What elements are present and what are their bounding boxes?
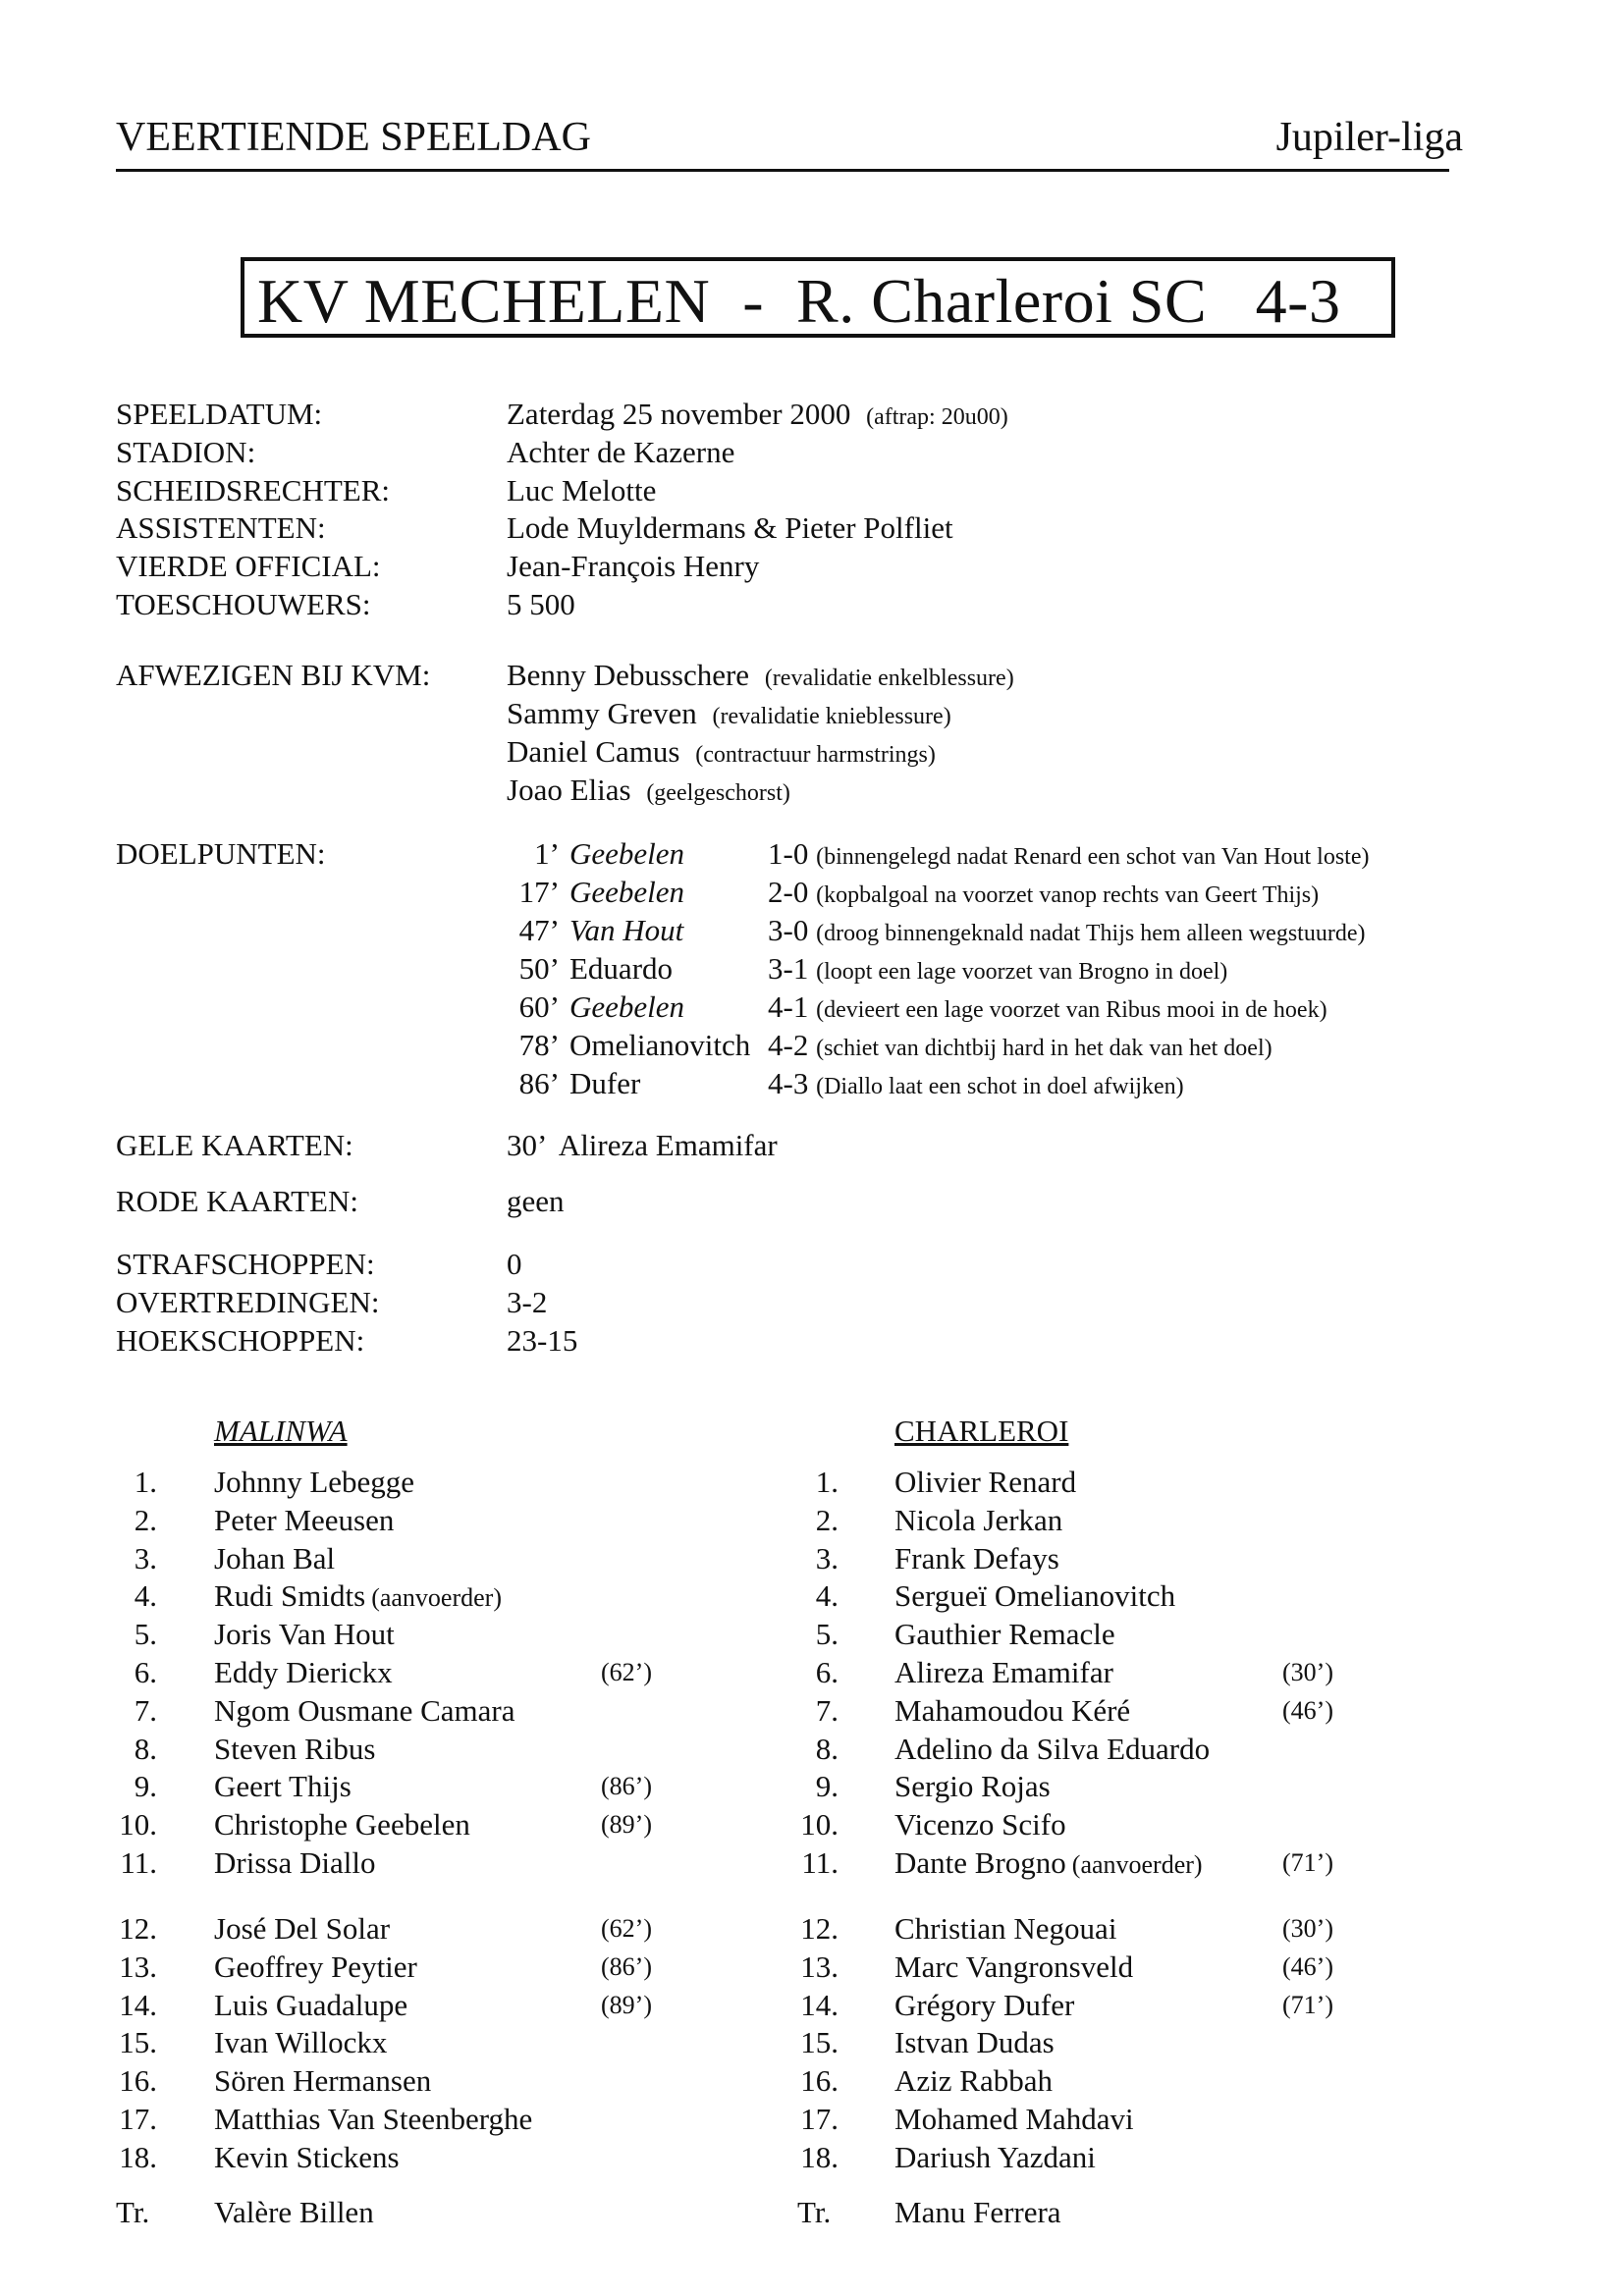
player-number: 12. [800, 1911, 839, 1946]
player-name: Ivan Willockx [214, 2025, 388, 2059]
player-row [894, 1465, 1082, 1500]
absent-name: Sammy Greven [507, 696, 697, 730]
player-number: 4. [815, 1578, 839, 1613]
player-row [894, 1949, 1139, 1985]
player-number: 16. [119, 2063, 157, 2098]
player-number: 9. [134, 1769, 157, 1803]
away-coach-label: Tr. [797, 2195, 832, 2229]
player-row [214, 1693, 520, 1729]
player-name: Vicenzo Scifo [894, 1807, 1066, 1842]
player-name: Nicola Jerkan [894, 1503, 1063, 1537]
player-number: 3. [134, 1541, 157, 1575]
player-name: Matthias Van Steenberghe [214, 2102, 533, 2136]
player-number: 10. [800, 1807, 839, 1842]
player-substitution-minute: (30’) [1282, 1914, 1333, 1943]
player-row [214, 2140, 406, 2175]
player-number: 17. [119, 2102, 157, 2136]
absent-name: Joao Elias [507, 773, 631, 807]
player-captain-note: (aanvoerder) [1071, 1850, 1203, 1879]
player-number: 13. [119, 1949, 157, 1984]
player-row [214, 2025, 393, 2060]
corners-label: HOEKSCHOPPEN: [116, 1323, 365, 1358]
fouls-value: 3-2 [507, 1285, 548, 1319]
player-number: 10. [119, 1807, 157, 1842]
player-row [214, 1541, 341, 1576]
player-number: 13. [800, 1949, 839, 1984]
player-row [214, 1655, 399, 1690]
goal-scorer: Omelianovitch [569, 1028, 751, 1062]
goal-note: (Diallo laat een schot in doel afwijken) [816, 1074, 1184, 1099]
player-row [214, 2102, 538, 2137]
player-row [894, 1617, 1121, 1652]
player-number: 1. [815, 1465, 839, 1499]
absent-name: Daniel Camus [507, 734, 680, 769]
goal-minute: 47’ [518, 913, 560, 947]
scheids-value: Luc Melotte [507, 473, 657, 507]
goal-score-value: 4-1 [768, 989, 809, 1024]
goal-minute: 50’ [518, 951, 560, 986]
player-name: Alireza Emamifar [894, 1655, 1113, 1689]
player-number: 4. [134, 1578, 157, 1613]
vierde-label: VIERDE OFFICIAL: [116, 549, 381, 583]
player-name: Johan Bal [214, 1541, 336, 1575]
goal-minute: 78’ [518, 1028, 560, 1062]
yellow-cards-label: GELE KAARTEN: [116, 1128, 353, 1162]
player-name: Olivier Renard [894, 1465, 1077, 1499]
player-name: Frank Defays [894, 1541, 1059, 1575]
player-name: Rudi Smidts [214, 1578, 366, 1613]
absent-item [507, 696, 951, 731]
player-name: Mahamoudou Kéré [894, 1693, 1131, 1728]
goal-score [768, 951, 1227, 987]
player-name: José Del Solar [214, 1911, 391, 1946]
toesch-value: 5 500 [507, 587, 575, 621]
player-number: 18. [119, 2140, 157, 2174]
player-number: 6. [134, 1655, 157, 1689]
player-number: 17. [800, 2102, 839, 2136]
vierde-value: Jean-François Henry [507, 549, 760, 583]
scheids-label: SCHEIDSRECHTER: [116, 473, 391, 507]
goal-scorer: Geebelen [569, 875, 685, 909]
player-number: 11. [120, 1845, 157, 1880]
player-number: 6. [815, 1655, 839, 1689]
player-number: 2. [134, 1503, 157, 1537]
player-substitution-minute: (71’) [1282, 1848, 1333, 1877]
goal-note: (kopbalgoal na voorzet vanop rechts van Geert Thijs) [816, 882, 1320, 908]
goal-scorer: Geebelen [569, 836, 685, 871]
goal-score-value: 1-0 [768, 836, 809, 871]
speeldatum-date: Zaterdag 25 november 2000 [507, 397, 851, 431]
red-cards-label: RODE KAARTEN: [116, 1184, 358, 1218]
player-row [214, 1807, 476, 1842]
assist-label: ASSISTENTEN: [116, 510, 326, 545]
goal-minute: 60’ [518, 989, 560, 1024]
player-row [214, 1617, 401, 1652]
player-name: Christophe Geebelen [214, 1807, 470, 1842]
player-number: 15. [800, 2025, 839, 2059]
player-row [214, 1988, 413, 2023]
player-number: 7. [815, 1693, 839, 1728]
red-cards-value: geen [507, 1184, 565, 1218]
goals-label: DOELPUNTEN: [116, 836, 326, 871]
player-substitution-minute: (86’) [601, 1772, 652, 1800]
goal-score-value: 4-2 [768, 1028, 809, 1062]
player-name: Luis Guadalupe [214, 1988, 408, 2022]
player-number: 11. [801, 1845, 839, 1880]
player-name: Sergueï Omelianovitch [894, 1578, 1176, 1613]
away-coach: Manu Ferrera [894, 2195, 1061, 2229]
fouls-label: OVERTREDINGEN: [116, 1285, 380, 1319]
player-row [894, 1769, 1056, 1804]
player-number: 8. [134, 1732, 157, 1766]
absent-item [507, 734, 936, 770]
player-name: Sören Hermansen [214, 2063, 432, 2098]
player-name: Christian Negouai [894, 1911, 1117, 1946]
goal-score-value: 3-0 [768, 913, 809, 947]
stadion-label: STADION: [116, 435, 256, 469]
player-row [894, 1807, 1072, 1842]
player-row [894, 2063, 1058, 2099]
player-name: Ngom Ousmane Camara [214, 1693, 515, 1728]
player-row [894, 1732, 1216, 1767]
player-row [894, 2102, 1140, 2137]
home-team-heading: MALINWA [214, 1414, 348, 1448]
player-substitution-minute: (46’) [1282, 1696, 1333, 1725]
player-row [894, 1911, 1122, 1947]
player-name: Aziz Rabbah [894, 2063, 1053, 2098]
header-right: Jupiler-liga [1275, 115, 1463, 160]
player-name: Mohamed Mahdavi [894, 2102, 1134, 2136]
home-coach: Valère Billen [214, 2195, 374, 2229]
goal-scorer: Geebelen [569, 989, 685, 1024]
player-name: Gauthier Remacle [894, 1617, 1115, 1651]
player-row [214, 1911, 396, 1947]
player-name: Geoffrey Peytier [214, 1949, 417, 1984]
corners-value: 23-15 [507, 1323, 578, 1358]
player-number: 14. [800, 1988, 839, 2022]
player-row [214, 1732, 381, 1767]
player-name: Istvan Dudas [894, 2025, 1055, 2059]
aftrap-note: (aftrap: 20u00) [866, 404, 1008, 430]
assist-value: Lode Muyldermans & Pieter Polfliet [507, 510, 953, 545]
penalties-label: STRAFSCHOPPEN: [116, 1247, 375, 1281]
player-name: Johnny Lebegge [214, 1465, 415, 1499]
speeldatum-value [507, 397, 1008, 432]
stadion-value: Achter de Kazerne [507, 435, 735, 469]
goal-score [768, 1066, 1184, 1101]
goal-score-value: 2-0 [768, 875, 809, 909]
goal-note: (droog binnengeknald nadat Thijs hem alleen wegstuurde) [816, 921, 1366, 946]
player-substitution-minute: (89’) [601, 1810, 652, 1839]
absent-item [507, 773, 790, 808]
player-row [894, 1541, 1065, 1576]
player-name: Geert Thijs [214, 1769, 352, 1803]
player-row [214, 1845, 381, 1881]
absent-note: (geelgeschorst) [646, 780, 790, 806]
absent-name: Benny Debusschere [507, 658, 750, 692]
player-row [894, 1503, 1068, 1538]
goal-score-value: 4-3 [768, 1066, 809, 1100]
toesch-label: TOESCHOUWERS: [116, 587, 371, 621]
goal-scorer: Dufer [569, 1066, 641, 1100]
player-substitution-minute: (71’) [1282, 1991, 1333, 2019]
player-row [894, 1693, 1136, 1729]
header-rule [116, 169, 1449, 172]
player-substitution-minute: (62’) [601, 1658, 652, 1686]
penalties-value: 0 [507, 1247, 522, 1281]
player-name: Peter Meeusen [214, 1503, 395, 1537]
player-name: Sergio Rojas [894, 1769, 1051, 1803]
absent-label: AFWEZIGEN BIJ KVM: [116, 658, 431, 692]
player-name: Dariush Yazdani [894, 2140, 1096, 2174]
player-name: Dante Brogno [894, 1845, 1066, 1880]
player-number: 16. [800, 2063, 839, 2098]
goal-scorer: Van Hout [569, 913, 684, 947]
player-number: 18. [800, 2140, 839, 2174]
absent-note: (revalidatie knieblessure) [712, 704, 951, 729]
player-number: 14. [119, 1988, 157, 2022]
player-number: 15. [119, 2025, 157, 2059]
goal-note: (devieert een lage voorzet van Ribus mooi in de hoek) [816, 997, 1327, 1023]
player-substitution-minute: (46’) [1282, 1952, 1333, 1981]
player-row [214, 2063, 437, 2099]
goal-note: (loopt een lage voorzet van Brogno in doel) [816, 959, 1228, 985]
player-substitution-minute: (30’) [1282, 1658, 1333, 1686]
player-substitution-minute: (89’) [601, 1991, 652, 2019]
player-name: Eddy Dierickx [214, 1655, 393, 1689]
goal-score-value: 3-1 [768, 951, 809, 986]
absent-note: (contractuur harmstrings) [695, 742, 936, 768]
player-number: 9. [815, 1769, 839, 1803]
yellow-cards-value: 30’ Alireza Emamifar [507, 1128, 778, 1162]
player-captain-note: (aanvoerder) [371, 1583, 502, 1612]
player-number: 7. [134, 1693, 157, 1728]
goal-score [768, 875, 1319, 910]
player-row [894, 1578, 1181, 1614]
player-number: 3. [815, 1541, 839, 1575]
goal-minute: 86’ [518, 1066, 560, 1100]
player-row [214, 1503, 400, 1538]
player-name: Joris Van Hout [214, 1617, 395, 1651]
player-row [214, 1949, 423, 1985]
player-number: 5. [815, 1617, 839, 1651]
player-row [894, 1655, 1119, 1690]
goal-note: (schiet van dichtbij hard in het dak van het doel) [816, 1036, 1272, 1061]
absent-item [507, 658, 1014, 693]
home-coach-label: Tr. [116, 2195, 150, 2229]
player-row [214, 1465, 420, 1500]
player-name: Kevin Stickens [214, 2140, 400, 2174]
goal-score [768, 1028, 1272, 1063]
match-title: KV MECHELEN - R. Charleroi SC 4-3 [257, 266, 1341, 336]
player-name: Drissa Diallo [214, 1845, 376, 1880]
goal-score [768, 989, 1327, 1025]
goal-note: (binnengelegd nadat Renard een schot van Van Hout loste) [816, 844, 1370, 870]
goal-score [768, 913, 1365, 948]
player-number: 1. [134, 1465, 157, 1499]
goal-score [768, 836, 1369, 872]
player-name: Grégory Dufer [894, 1988, 1075, 2022]
player-name: Steven Ribus [214, 1732, 376, 1766]
player-row [894, 1988, 1080, 2023]
goal-minute: 17’ [518, 875, 560, 909]
header-left: VEERTIENDE SPEELDAG [116, 115, 591, 160]
player-row [214, 1578, 502, 1614]
player-substitution-minute: (86’) [601, 1952, 652, 1981]
away-team-heading: CHARLEROI [894, 1414, 1069, 1448]
goal-scorer: Eduardo [569, 951, 674, 986]
player-substitution-minute: (62’) [601, 1914, 652, 1943]
goal-minute: 1’ [534, 836, 560, 871]
player-number: 2. [815, 1503, 839, 1537]
player-row [214, 1769, 357, 1804]
player-name: Marc Vangronsveld [894, 1949, 1134, 1984]
player-name: Adelino da Silva Eduardo [894, 1732, 1211, 1766]
player-row [894, 2025, 1060, 2060]
absent-note: (revalidatie enkelblessure) [764, 666, 1014, 691]
player-row [894, 2140, 1102, 2175]
speeldatum-label: SPEELDATUM: [116, 397, 323, 431]
player-number: 12. [119, 1911, 157, 1946]
player-number: 5. [134, 1617, 157, 1651]
player-number: 8. [815, 1732, 839, 1766]
player-row [894, 1845, 1203, 1881]
